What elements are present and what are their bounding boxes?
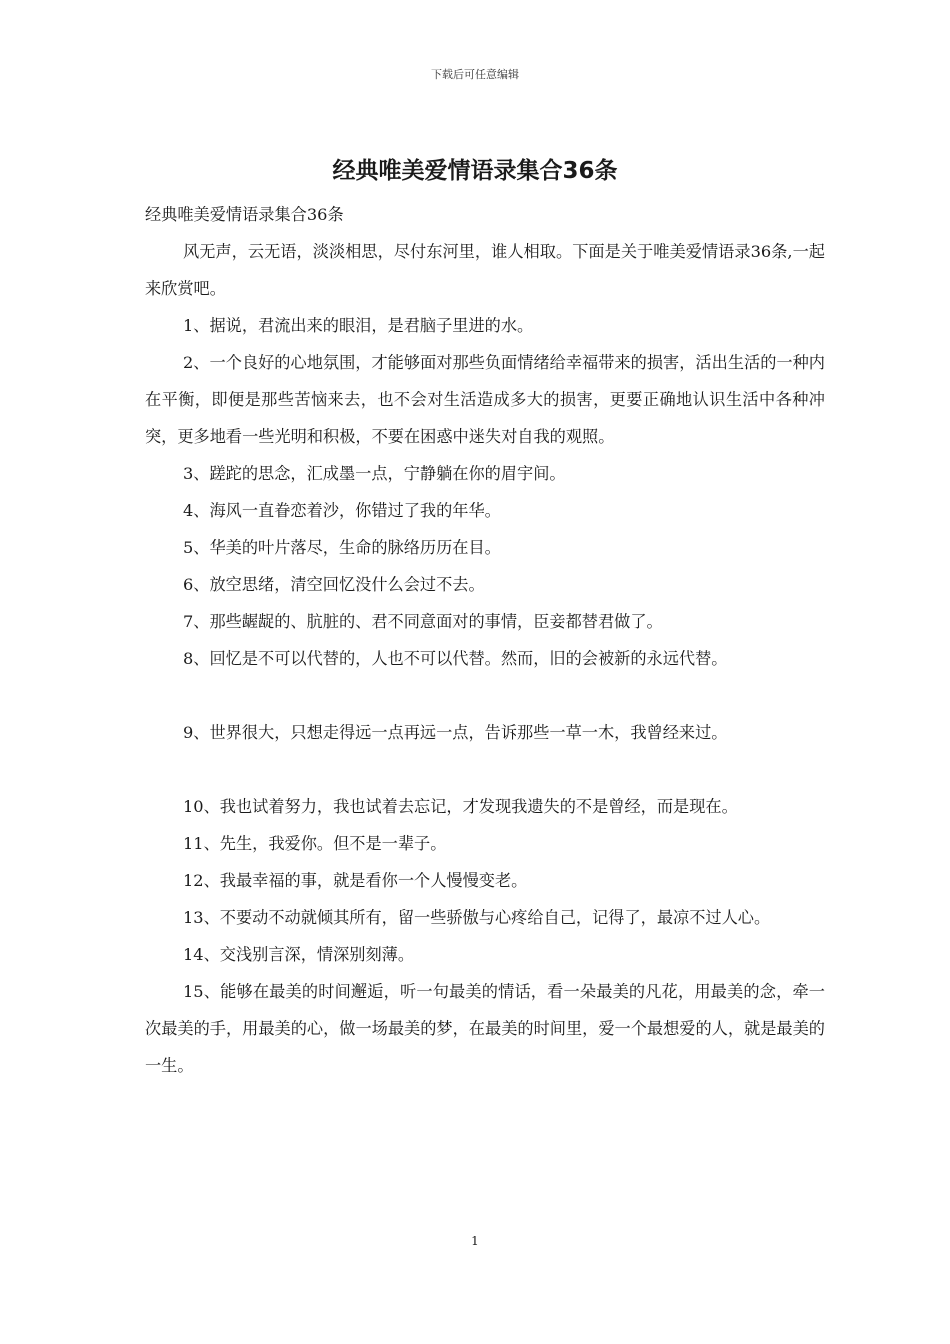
- quote-item-12: 12、我最幸福的事，就是看你一个人慢慢变老。: [183, 871, 528, 890]
- quote-item-15: 15、能够在最美的时间邂逅，听一句最美的情话，看一朵最美的凡花，用最美的念，牵一次最美的手，用最美的心，做一场最美的梦，在最美的时间里，爱一个最想爱的人，就是最美的一生。: [145, 982, 825, 1075]
- document-body: [145, 196, 825, 1084]
- quote-item-3: 3、蹉跎的思念，汇成墨一点，宁静躺在你的眉宇间。: [183, 464, 566, 483]
- quote-item-7: 7、那些龌龊的、肮脏的、君不同意面对的事情，臣妾都替君做了。: [183, 612, 663, 631]
- quote-item-11: 11、先生，我爱你。但不是一辈子。: [183, 834, 447, 853]
- quote-item-13: 13、不要动不动就倾其所有，留一些骄傲与心疼给自己，记得了，最凉不过人心。: [183, 908, 771, 927]
- quote-item-4: 4、海风一直眷恋着沙，你错过了我的年华。: [183, 501, 501, 520]
- header-note: 下载后可任意编辑: [431, 68, 519, 81]
- quote-item-8: 8、回忆是不可以代替的，人也不可以代替。然而，旧的会被新的永远代替。: [183, 649, 728, 668]
- intro-paragraph: 风无声，云无语，淡淡相思，尽付东河里，谁人相取。下面是关于唯美爱情语录36条,一起来欣赏吧。: [145, 242, 825, 298]
- quote-item-10: 10、我也试着努力，我也试着去忘记，才发现我遗失的不是曾经，而是现在。: [183, 797, 738, 816]
- quote-item-6: 6、放空思绪，清空回忆没什么会过不去。: [183, 575, 485, 594]
- page-number: 1: [471, 1234, 479, 1248]
- subtitle-line: 经典唯美爱情语录集合36条: [145, 205, 344, 224]
- document-title: 经典唯美爱情语录集合36条: [332, 158, 618, 184]
- quote-item-2: 2、一个良好的心地氛围，才能够面对那些负面情绪给幸福带来的损害，活出生活的一种内在平衡，即便是那些苦恼来去，也不会对生活造成多大的损害，更要正确地认识生活中各种冲突，更多地看一些光明和积极，不要在困惑中迷失对自我的观照。: [145, 353, 825, 446]
- quote-item-14: 14、交浅别言深，情深别刻薄。: [183, 945, 415, 964]
- quote-item-9: 9、世界很大，只想走得远一点再远一点，告诉那些一草一木，我曾经来过。: [183, 723, 728, 742]
- quote-item-5: 5、华美的叶片落尽，生命的脉络历历在目。: [183, 538, 501, 557]
- quote-item-1: 1、据说，君流出来的眼泪，是君脑子里进的水。: [183, 316, 534, 335]
